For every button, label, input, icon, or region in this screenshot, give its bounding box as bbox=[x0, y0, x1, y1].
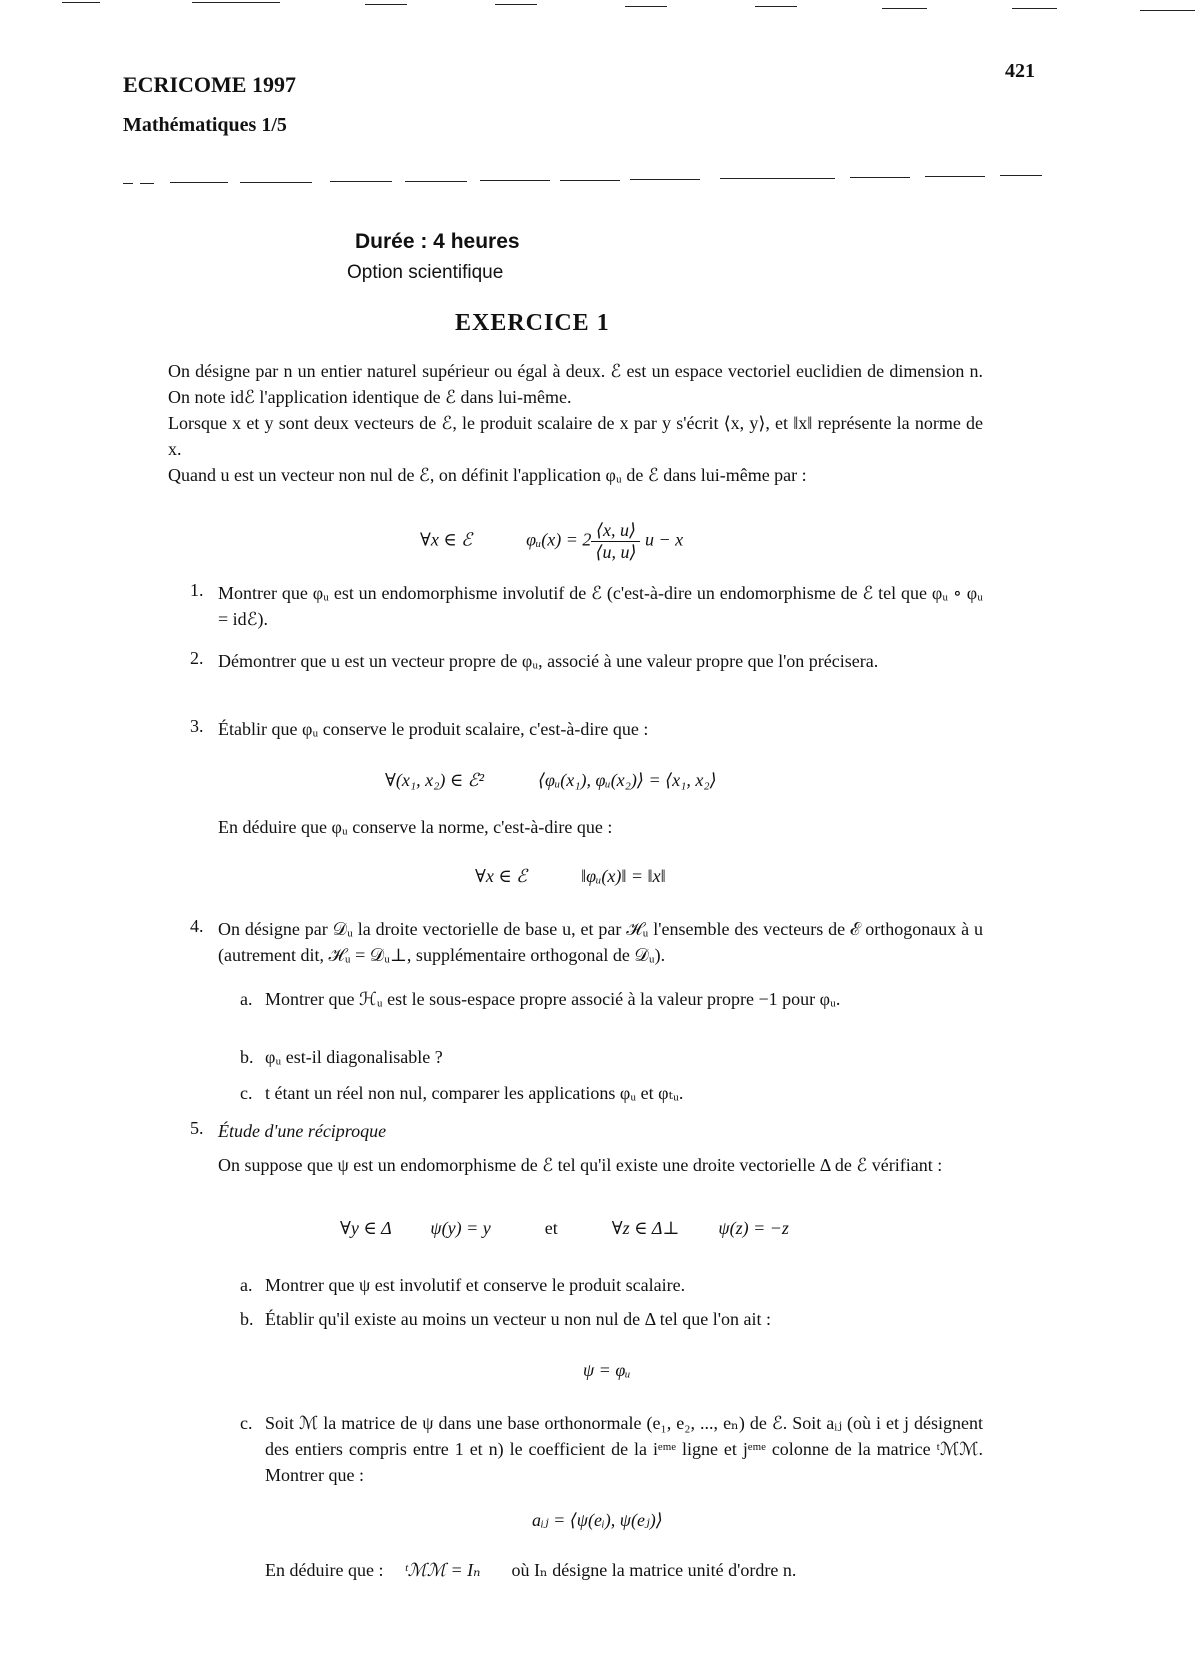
formula-reciprocal-q2: ∀z ∈ Δ⊥ bbox=[611, 1218, 680, 1238]
question-5b-text: Établir qu'il existe au moins un vecteur u non nul de Δ tel que l'on ait : bbox=[265, 1309, 771, 1329]
formula-reciprocal bbox=[340, 1218, 789, 1239]
option: Option scientifique bbox=[347, 262, 504, 283]
formula-denominator: ⟨u, u⟩ bbox=[595, 542, 637, 562]
question-5c-label: c. bbox=[240, 1413, 253, 1433]
question-5-title: Étude d'une réciproque bbox=[218, 1121, 387, 1141]
question-5c-text: Soit ℳ la matrice de ψ dans une base orthonormale (e₁, e₂, ..., eₙ) de ℰ. Soit aᵢⱼ (où i et j désignent des entiers compris entre 1 et n) le coefficient de la iᵉᵐᵉ ligne et jᵉᵐᵉ colonne de la matrice ᵗℳℳ. Montrer que : bbox=[265, 1413, 983, 1485]
page-number: 421 bbox=[1005, 60, 1035, 82]
scan-dash-top-5 bbox=[625, 6, 667, 7]
question-5b-label: b. bbox=[240, 1309, 254, 1329]
question-4-number: 4. bbox=[190, 916, 204, 936]
question-5-text: On suppose que ψ est un endomorphisme de ℰ tel qu'il existe une droite vectorielle Δ de ℰ vérifiant : bbox=[218, 1155, 943, 1175]
question-2-text: Démontrer que u est un vecteur propre de φᵤ, associé à une valeur propre que l'on précisera. bbox=[218, 651, 879, 671]
question-3-followup: En déduire que φᵤ conserve la norme, c'est-à-dire que : bbox=[218, 817, 613, 837]
formula-reciprocal-q1: ∀y ∈ Δ bbox=[340, 1218, 392, 1238]
scan-dash-top-9 bbox=[1140, 10, 1195, 11]
scan-dash-top-6 bbox=[755, 6, 797, 7]
question-4b-text: φᵤ est-il diagonalisable ? bbox=[265, 1047, 443, 1067]
formula-scalar-quantifier: ∀(x₁, x₂) ∈ ℰ² bbox=[385, 770, 484, 790]
statement-paragraph-2: Lorsque x et y sont deux vecteurs de ℰ, le produit scalaire de x par y s'écrit ⟨x, y⟩, et ‖x‖ représente la norme de x. bbox=[168, 413, 983, 459]
scan-dash-top-7 bbox=[882, 8, 927, 9]
question-1-number: 1. bbox=[190, 580, 204, 600]
formula-reciprocal-e2: ψ(z) = −z bbox=[718, 1218, 789, 1238]
header-subtitle: Mathématiques 1/5 bbox=[123, 114, 287, 136]
formula-reciprocal-and: et bbox=[544, 1218, 558, 1238]
question-2-number: 2. bbox=[190, 648, 204, 668]
formula-norm-equality: ‖φᵤ(x)‖ = ‖x‖ bbox=[581, 866, 666, 886]
question-1-text: Montrer que φᵤ est un endomorphisme involutif de ℰ (c'est-à-dire un endomorphisme de ℰ tel que φᵤ ∘ φᵤ = idℰ). bbox=[218, 583, 983, 629]
question-3-number: 3. bbox=[190, 716, 204, 736]
formula-fraction bbox=[591, 520, 640, 563]
formula-definition bbox=[420, 520, 683, 563]
question-5a-label: a. bbox=[240, 1275, 253, 1295]
question-4-text: On désigne par 𝒟ᵤ la droite vectorielle de base u, et par ℋᵤ l'ensemble des vecteurs de ℰ orthogonaux à u (autrement dit, ℋᵤ = 𝒟ᵤ⊥, supplémentaire orthogonal de 𝒟ᵤ). bbox=[218, 919, 983, 965]
formula-rhs: u − x bbox=[644, 529, 684, 550]
formula-psi-phi: ψ = φᵤ bbox=[583, 1360, 631, 1380]
formula-norm-quantifier: ∀x ∈ ℰ bbox=[475, 866, 528, 886]
scan-dash-top-2 bbox=[192, 2, 280, 3]
formula-numerator: ⟨x, u⟩ bbox=[591, 520, 640, 542]
question-5c-conclusion bbox=[265, 1560, 796, 1581]
formula-scalar-equality: ⟨φᵤ(x₁), φᵤ(x₂)⟩ = ⟨x₁, x₂⟩ bbox=[537, 770, 717, 790]
conclusion-tail: où Iₙ désigne la matrice unité d'ordre n. bbox=[511, 1560, 797, 1580]
statement-paragraph-3: Quand u est un vecteur non nul de ℰ, on définit l'application φᵤ de ℰ dans lui-même par : bbox=[168, 465, 807, 485]
formula-reciprocal-e1: ψ(y) = y bbox=[430, 1218, 491, 1238]
question-4c-label: c. bbox=[240, 1083, 253, 1103]
header-title: ECRICOME 1997 bbox=[123, 72, 296, 97]
scan-dash-top-4 bbox=[495, 4, 537, 5]
exercise-title: EXERCICE 1 bbox=[455, 310, 610, 336]
scan-dash-top-1 bbox=[62, 2, 100, 3]
question-4a-label: a. bbox=[240, 989, 253, 1009]
scan-dash-top-3 bbox=[365, 4, 407, 5]
formula-norm bbox=[475, 866, 666, 887]
statement-paragraph-1: On désigne par n un entier naturel supérieur ou égal à deux. ℰ est un espace vectoriel euclidien de dimension n. On note idℰ l'application identique de ℰ dans lui-même. bbox=[168, 361, 983, 407]
question-5-number: 5. bbox=[190, 1118, 204, 1138]
formula-lhs: φᵤ(x) = 2 bbox=[526, 529, 592, 550]
conclusion-identity: ᵗℳℳ = Iₙ bbox=[404, 1560, 481, 1580]
conclusion-lead: En déduire que : bbox=[265, 1560, 384, 1580]
formula-matrix-coefficient: aᵢⱼ = ⟨ψ(eᵢ), ψ(eⱼ)⟩ bbox=[532, 1510, 663, 1530]
question-4b-label: b. bbox=[240, 1047, 254, 1067]
question-4a-text: Montrer que ℋᵤ est le sous-espace propre associé à la valeur propre −1 pour φᵤ. bbox=[265, 989, 841, 1009]
duration: Durée : 4 heures bbox=[355, 230, 520, 253]
question-4c-text: t étant un réel non nul, comparer les applications φᵤ et φₜᵤ. bbox=[265, 1083, 684, 1103]
formula-quantifier: ∀x ∈ ℰ bbox=[420, 529, 473, 550]
formula-scalar-product bbox=[385, 770, 717, 791]
scan-dash-top-8 bbox=[1012, 8, 1057, 9]
question-5a-text: Montrer que ψ est involutif et conserve le produit scalaire. bbox=[265, 1275, 686, 1295]
question-3-text: Établir que φᵤ conserve le produit scalaire, c'est-à-dire que : bbox=[218, 719, 649, 739]
